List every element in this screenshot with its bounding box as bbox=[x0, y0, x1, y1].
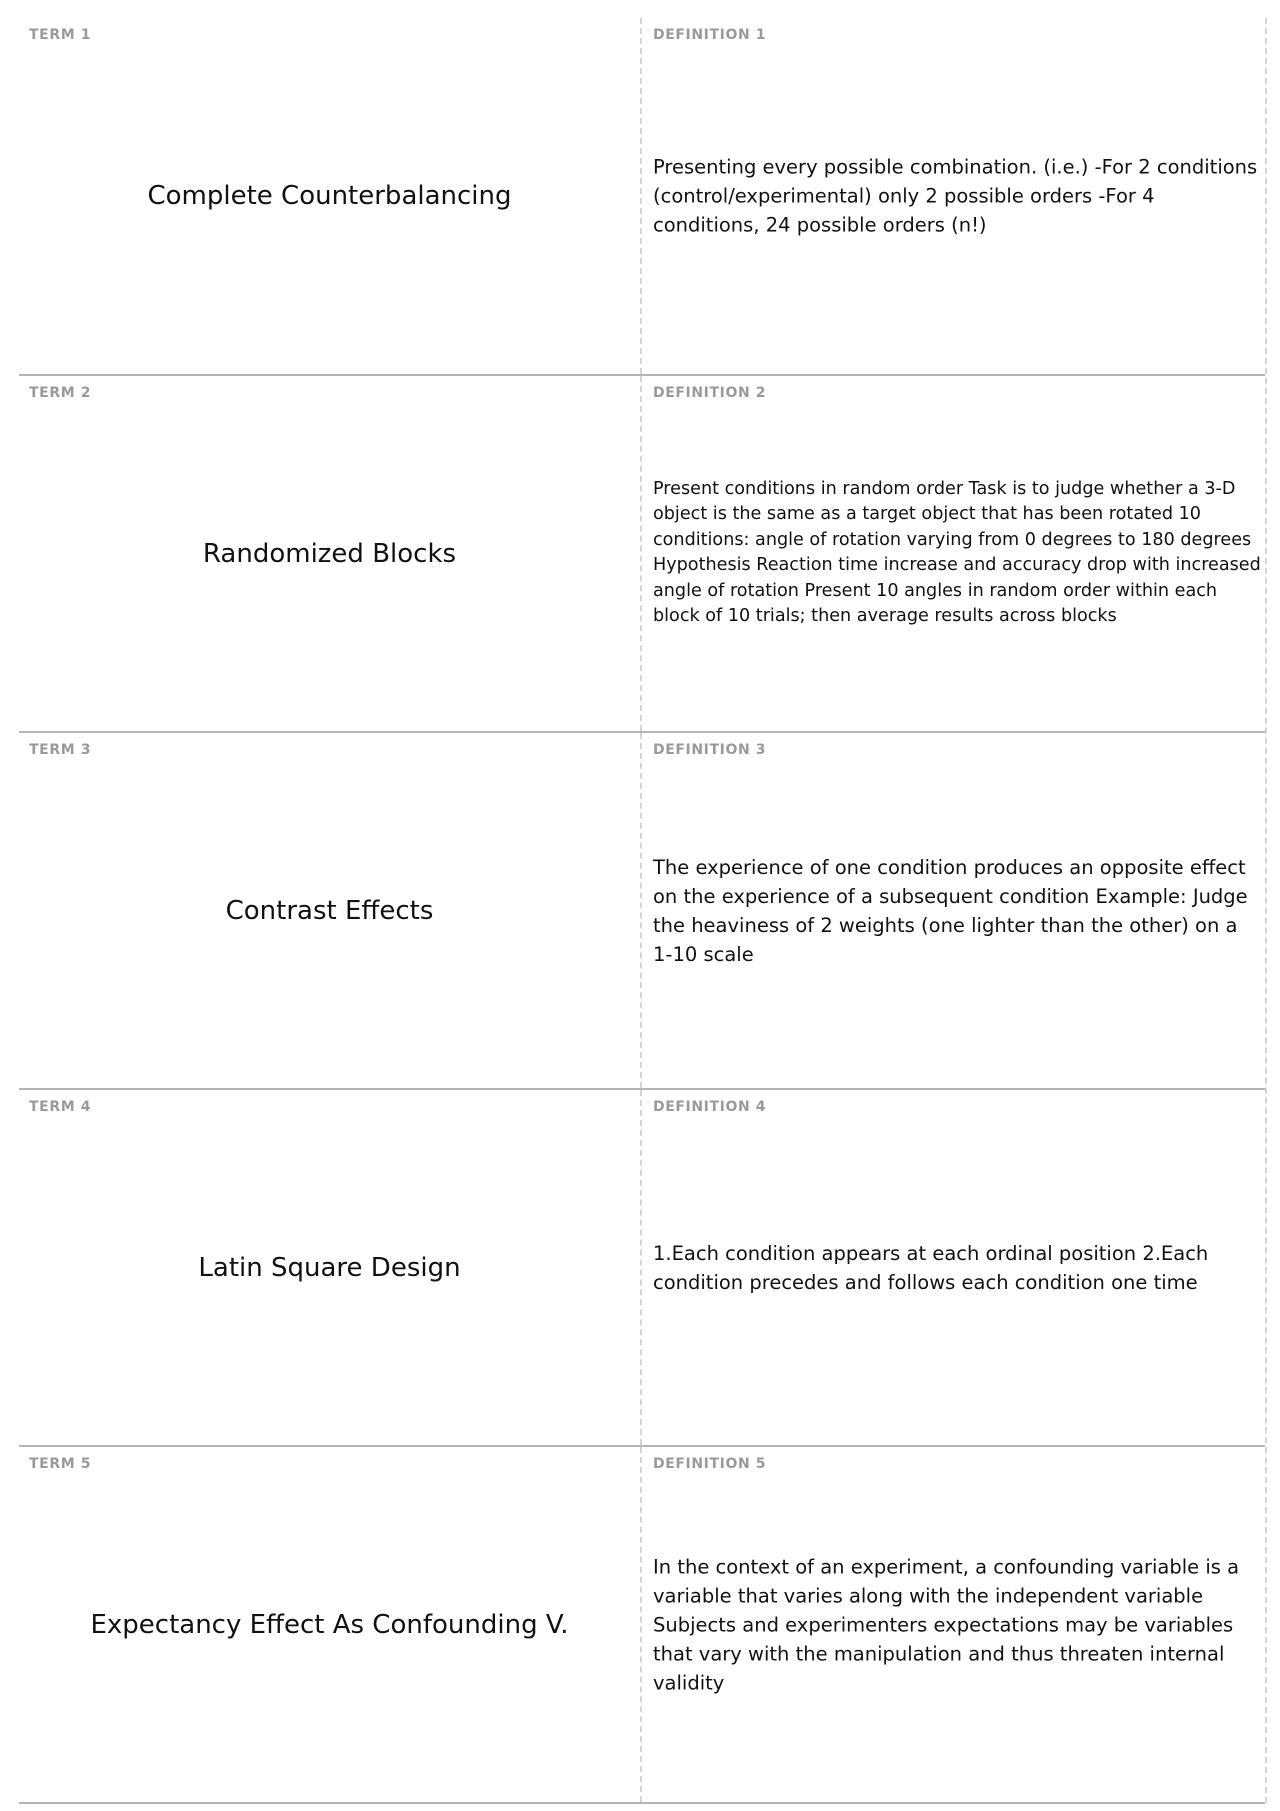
term-cell bbox=[19, 1447, 642, 1802]
definition-cell bbox=[642, 1090, 1265, 1445]
flashcard-row-1 bbox=[19, 18, 1265, 376]
definition-cell bbox=[642, 18, 1265, 374]
term-cell bbox=[19, 376, 642, 731]
term-text: Expectancy Effect As Confounding V. bbox=[90, 1609, 569, 1640]
definition-text: 1.Each condition appears at each ordinal position 2.Each condition precedes and follows each condition one time bbox=[653, 1241, 1209, 1294]
flashcard-row-5 bbox=[19, 1447, 1265, 1804]
term-cell bbox=[19, 18, 642, 374]
term-label: TERM 5 bbox=[29, 1456, 92, 1472]
term-label: TERM 2 bbox=[29, 385, 92, 401]
definition-label: DEFINITION 5 bbox=[653, 1456, 767, 1472]
definition-label: DEFINITION 1 bbox=[653, 27, 767, 43]
definition-text: Present conditions in random order Task is to judge whether a 3-D object is the same as a target object that has been rotated 10 conditions: angle of rotation varying from 0 degrees to 180 degrees Hypothesis Reaction time increase and accuracy drop with increased angle of rotation Present 10 angles in random order within each block of 10 trials; then average results across blocks bbox=[653, 478, 1261, 627]
term-label: TERM 1 bbox=[29, 27, 92, 43]
term-text: Randomized Blocks bbox=[202, 538, 457, 569]
definition-text: In the context of an experiment, a confounding variable is a variable that varies along with the independent variable Subjects and experimenters expectations may be variables that vary with the manipulation and thus threaten internal validity bbox=[653, 1555, 1240, 1694]
term-cell bbox=[19, 733, 642, 1088]
definition-text: Presenting every possible combination. (i.e.) -For 2 conditions (control/experimental) only 2 possible orders -For 4 conditions, 24 possible orders (n!) bbox=[653, 155, 1258, 237]
flashcard-row-4 bbox=[19, 1090, 1265, 1447]
definition-cell bbox=[642, 1447, 1265, 1802]
term-label: TERM 4 bbox=[29, 1099, 92, 1115]
flashcard-row-2 bbox=[19, 376, 1265, 733]
definition-text: The experience of one condition produces an opposite effect on the experience of a subsequent condition Example: Judge the heaviness of 2 weights (one lighter than the other) on a 1-10 scale bbox=[653, 855, 1248, 966]
term-cell bbox=[19, 1090, 642, 1445]
term-text: Complete Counterbalancing bbox=[147, 181, 512, 211]
definition-cell bbox=[642, 376, 1265, 731]
definition-label: DEFINITION 4 bbox=[653, 1099, 767, 1115]
definition-label: DEFINITION 2 bbox=[653, 385, 767, 401]
term-label: TERM 3 bbox=[29, 742, 92, 758]
term-text: Latin Square Design bbox=[198, 1252, 461, 1283]
definition-label: DEFINITION 3 bbox=[653, 742, 767, 758]
term-text: Contrast Effects bbox=[225, 895, 434, 926]
definition-cell bbox=[642, 733, 1265, 1088]
flashcard-row-3 bbox=[19, 733, 1265, 1090]
flashcard-sheet bbox=[19, 18, 1267, 1803]
